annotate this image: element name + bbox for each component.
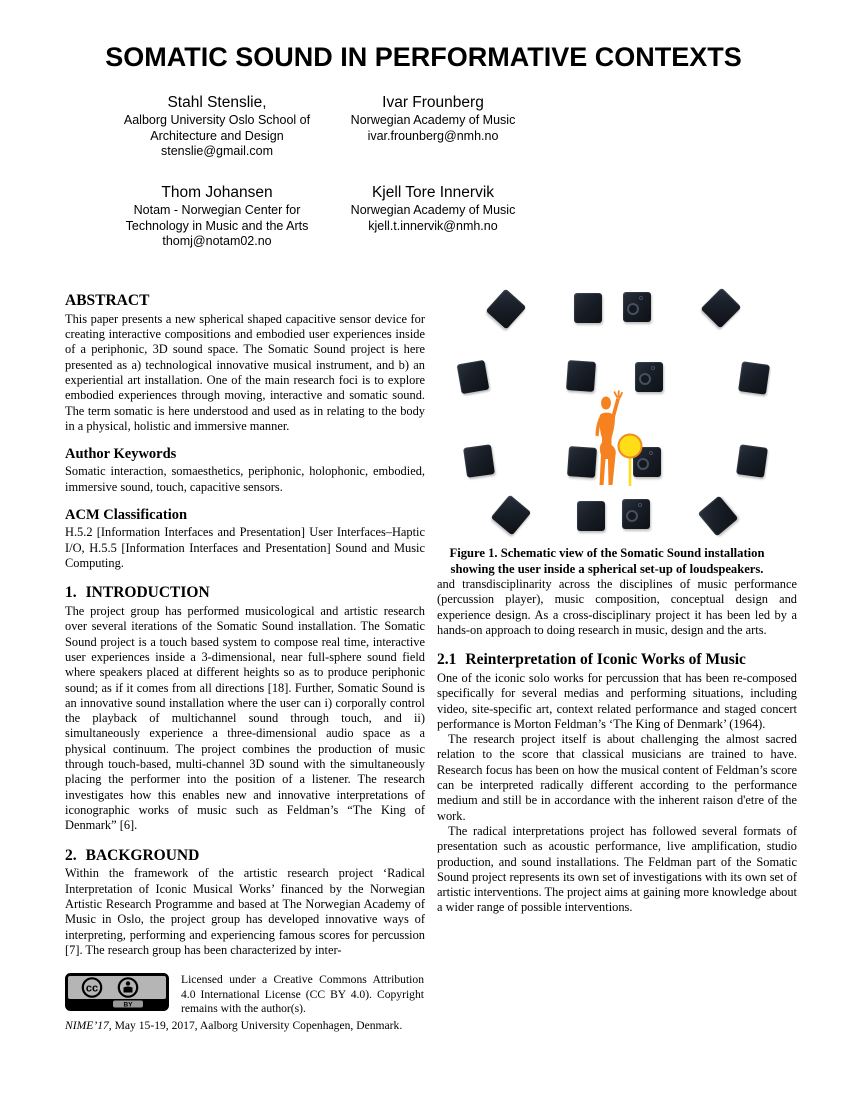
author-email: stenslie@gmail.com xyxy=(160,144,274,159)
by-glyph: BY xyxy=(123,1001,133,1009)
section-number: 1. xyxy=(65,584,77,602)
author-affiliation: Norwegian Academy of Music xyxy=(350,202,516,217)
author-affiliation: Notam - Norwegian Center for Technology in Music and the Arts xyxy=(125,202,309,233)
conference-name: NIME’17, xyxy=(65,1019,112,1033)
background-heading xyxy=(65,847,425,865)
sensor-ball xyxy=(619,435,642,487)
background-continuation: and transdisciplinarity across the disciplines of music performance (percussion player), music composition, conceptual design and experience design. As a cross-disciplinary project it has been led by a hands-on approach to doing research in music, design and the arts. xyxy=(437,577,797,637)
author-email: kjell.t.innervik@nmh.no xyxy=(368,218,498,233)
conference-line xyxy=(65,1018,425,1033)
intro-heading xyxy=(65,584,425,602)
background-body: Within the framework of the artistic research project ‘Radical Interpretation of Iconic Musical Works’ financed by the Norwegian Artistic Research Programme and based at The Norwegian Academy of Music in Oslo, the project group has developed innovative ways of interpreting, performing and experiencing famous scores for percussion [7]. The research group has been characterized by inter- xyxy=(65,866,425,957)
author-johansen xyxy=(112,184,322,250)
section-title: Reinterpretation of Iconic Works of Music xyxy=(465,651,746,669)
left-column xyxy=(65,290,425,1034)
figure-1-canvas xyxy=(437,283,797,545)
author-name: Stahl Stenslie, xyxy=(167,94,267,111)
section-title: INTRODUCTION xyxy=(85,584,210,602)
author-innervik xyxy=(328,184,538,250)
acm-heading: ACM Classification xyxy=(65,507,188,524)
author-email: ivar.frounberg@nmh.no xyxy=(367,128,499,143)
keywords-body: Somatic interaction, somaesthetics, periphonic, holophonic, embodied, immersive sound, touch, capacitive sensors. xyxy=(65,464,425,494)
license-text: Licensed under a Creative Commons Attribution 4.0 International License (CC BY 4.0). Copyright remains with the author(s). xyxy=(181,973,424,1015)
s21-paragraph-3: The radical interpretations project has followed several formats of presentation such as acoustic performance, live amplification, studio production, and sound installations. The Feldman part of the Somatic Sound project represents its own set of investigations with its own set of artistic interventions. The project aims at gaining more knowledge about a wider range of possible interventions. xyxy=(437,823,797,915)
cc-glyph: cc xyxy=(85,982,99,995)
license-block xyxy=(65,973,425,1016)
s21-heading xyxy=(437,651,797,669)
section-number: 2.1 xyxy=(437,651,457,669)
section-number: 2. xyxy=(65,846,77,864)
keywords-heading: Author Keywords xyxy=(65,446,177,463)
author-affiliation: Aalborg University Oslo School of Architecture and Design xyxy=(123,113,311,143)
s21-paragraph-1: One of the iconic solo works for percussion that has been re-composed specifically for several medias and performing situations, including video, site-specific art, context related performance and staged concert performance is Morton Feldman’s ‘The King of Denmark’ (1964). xyxy=(437,671,797,731)
abstract-heading: ABSTRACT xyxy=(65,292,150,309)
acm-body: H.5.2 [Information Interfaces and Presentation] User Interfaces–Haptic I/O, H.5.5 [Information Interfaces and Presentation] Sound and Music Computing. xyxy=(65,525,425,570)
section-title: BACKGROUND xyxy=(85,846,200,864)
author-frounberg xyxy=(328,94,538,160)
figure-1-caption: Figure 1. Schematic view of the Somatic Sound installation showing the user inside a spherical set-up of loudspeakers. xyxy=(449,546,765,576)
author-name: Ivar Frounberg xyxy=(382,94,484,111)
s21-paragraph-2: The research project itself is about challenging the almost sacred relation to the score that classical musicians are trained to have. Research focus has been on how the musical content of Feldman’s score can be interpreted radically different according to the performance medium and still be in accordance with the inherent raison d'etre of the work. xyxy=(437,732,797,823)
cc-by-badge-icon xyxy=(65,973,169,1011)
author-block xyxy=(112,94,538,250)
paper-title: SOMATIC SOUND IN PERFORMATIVE CONTEXTS xyxy=(105,42,742,72)
conference-details: May 15-19, 2017, Aalborg University Copenhagen, Denmark. xyxy=(111,1019,403,1033)
author-stenslie xyxy=(112,94,322,160)
author-affiliation: Norwegian Academy of Music xyxy=(350,113,516,127)
intro-body: The project group has performed musicological and artistic research over several iterations of the Somatic Sound installation. The Somatic Sound project is a touch based system to compose real time, interactive user experiences inside a 3-dimensional, near full-sphere sound field where speakers placed at different heights so as to produce periphonic sound; as if it comes from all directions [18]. Further, Somatic Sound is an innovative sound installation where the user can i) corporally control the playback of multichannel sound through touch, and ii) simultaneously experience a three-dimensional audio space as a physical continuum. The project combines the production of music through touch-based, multi-channel 3D sound with the simultaneously placing the performer into the position of a listener. The research investigates how this enables new and innovative interpretations of iconographic works of music such as Feldman’s “The King of Denmark” [6]. xyxy=(65,604,425,833)
two-column-body xyxy=(65,290,797,1034)
author-name: Kjell Tore Innervik xyxy=(371,183,495,201)
author-name: Thom Johansen xyxy=(161,183,273,201)
right-column xyxy=(437,290,797,1034)
abstract-body: This paper presents a new spherical shaped capacitive sensor device for creating interactive compositions and embodied user experiences inside of a periphonic, 3D sound space. The Somatic Sound project is here presented as a) technological innovative musical instrument, and b) an experiential art installation. One of the main research foci is to explore embodied experiences through moving, interactive and somatic sound. The term somatic is here understood and used as in relating to the body in a physical, holistic and immersive manner. xyxy=(65,311,425,433)
person-icon xyxy=(126,981,130,985)
modulor-man-figure xyxy=(596,391,623,485)
author-email: thomj@notam02.no xyxy=(162,234,272,249)
figure-overlay xyxy=(437,283,797,545)
